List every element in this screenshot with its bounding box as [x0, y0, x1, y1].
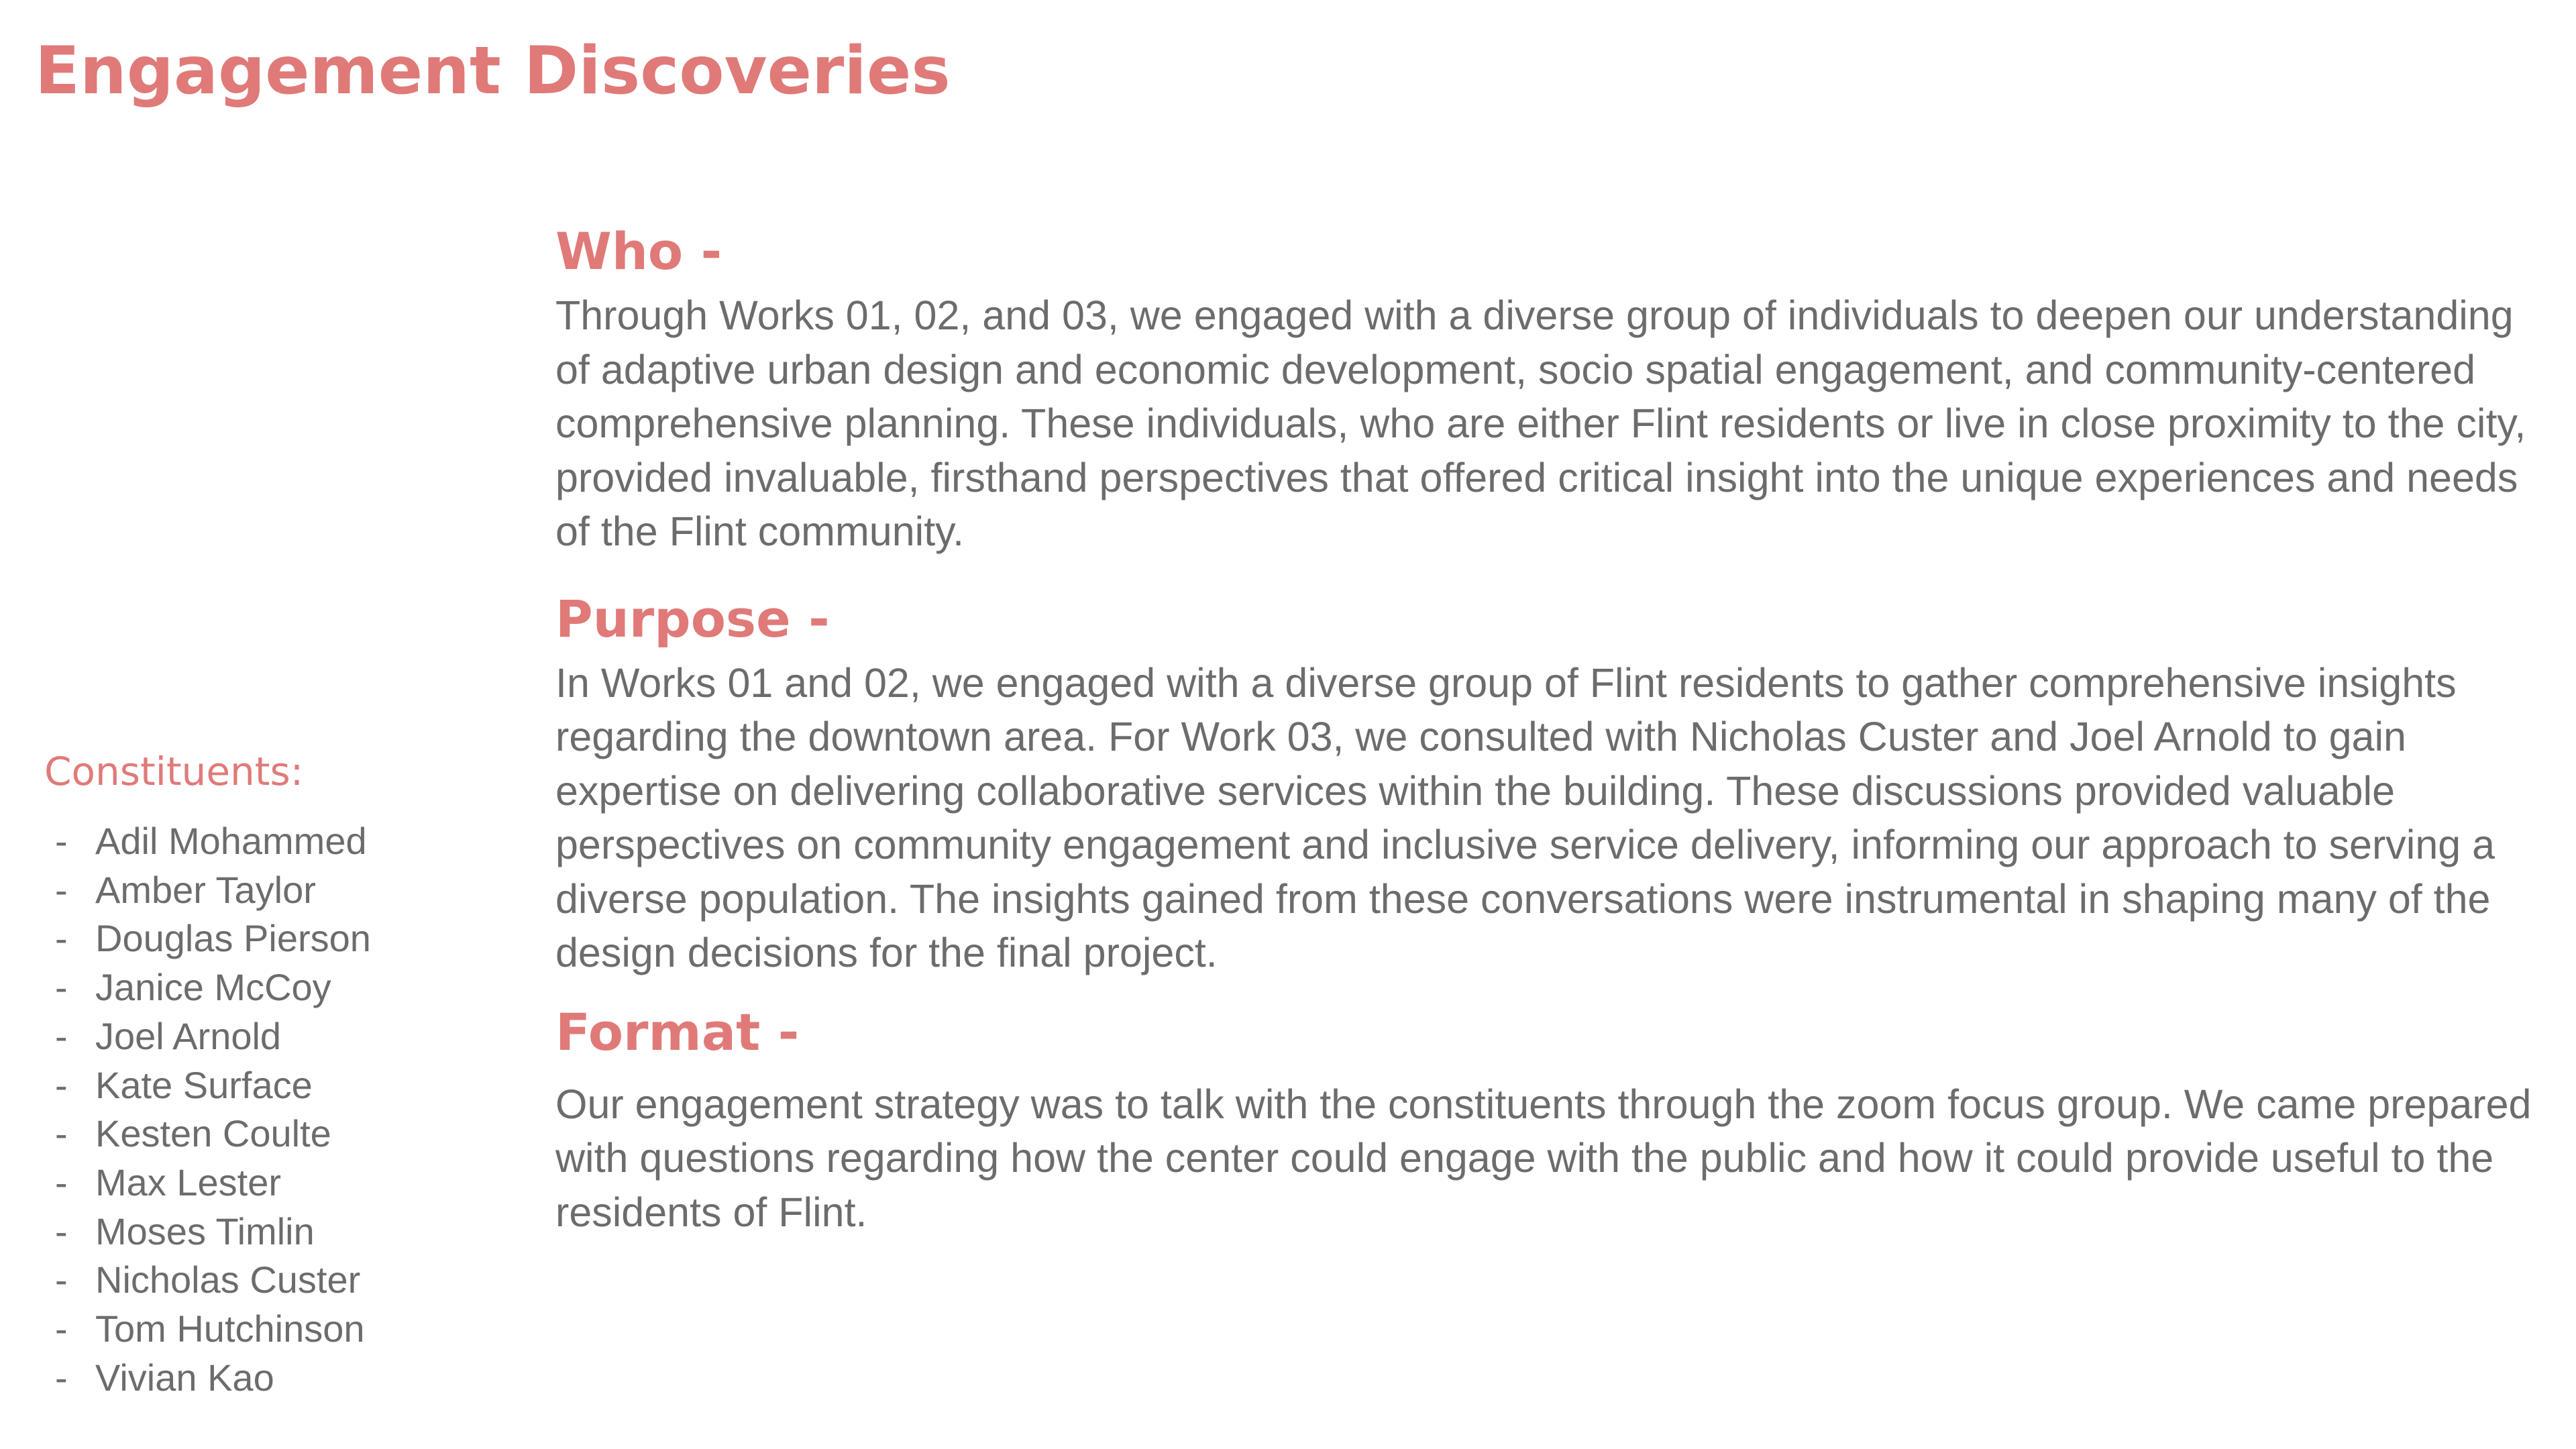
page-title: Engagement Discoveries: [35, 33, 951, 109]
constituent-item: - Kesten Coulte: [44, 1110, 514, 1159]
constituent-item: - Amber Taylor: [44, 866, 514, 915]
format-section: [555, 996, 2555, 1240]
who-body: Through Works 01, 02, and 03, we engaged with a diverse group of individuals to deepen our understanding of adaptive urban design and economic development, socio spatial engagement, and community-centered comprehensive planning. These individuals, who are either Flint residents or live in close proximity to the city, provided invaluable, firsthand perspectives that offered critical insight into the unique experiences and needs of the Flint community.: [555, 292, 2526, 554]
who-heading: Who -: [555, 221, 722, 281]
format-heading: Format -: [555, 1002, 800, 1062]
constituent-item: - Moses Timlin: [44, 1208, 514, 1256]
constituent-item: - Adil Mohammed: [44, 817, 514, 866]
constituent-item: - Douglas Pierson: [44, 914, 514, 963]
purpose-heading: Purpose -: [555, 588, 830, 649]
constituent-item: - Nicholas Custer: [44, 1256, 514, 1305]
constituents-list: [44, 817, 514, 1402]
constituent-item: - Tom Hutchinson: [44, 1305, 514, 1354]
main-content: [555, 215, 2555, 1239]
purpose-section: [555, 582, 2555, 980]
purpose-body: In Works 01 and 02, we engaged with a diverse group of Flint residents to gather comprehensive insights regarding the downtown area. For Work 03, we consulted with Nicholas Custer and Joel Arnold to gain expertise on delivering collaborative services within the building. These discussions provided valuable perspectives on community engagement and inclusive service delivery, informing our approach to serving a diverse population. The insights gained from these conversations were instrumental in shaping many of the design decisions for the final project.: [555, 659, 2496, 975]
who-section: [555, 215, 2555, 559]
constituent-item: - Janice McCoy: [44, 963, 514, 1012]
constituents-heading: Constituents:: [44, 749, 304, 794]
constituent-item: - Vivian Kao: [44, 1354, 514, 1403]
format-body: Our engagement strategy was to talk with the constituents through the zoom focus group. We came prepared with questions regarding how the center could engage with the public and how it could provide useful to the residents of Flint.: [555, 1081, 2532, 1235]
constituent-item: - Max Lester: [44, 1159, 514, 1208]
constituent-item: - Joel Arnold: [44, 1012, 514, 1061]
constituents-panel: [44, 743, 514, 1402]
constituent-item: - Kate Surface: [44, 1061, 514, 1110]
